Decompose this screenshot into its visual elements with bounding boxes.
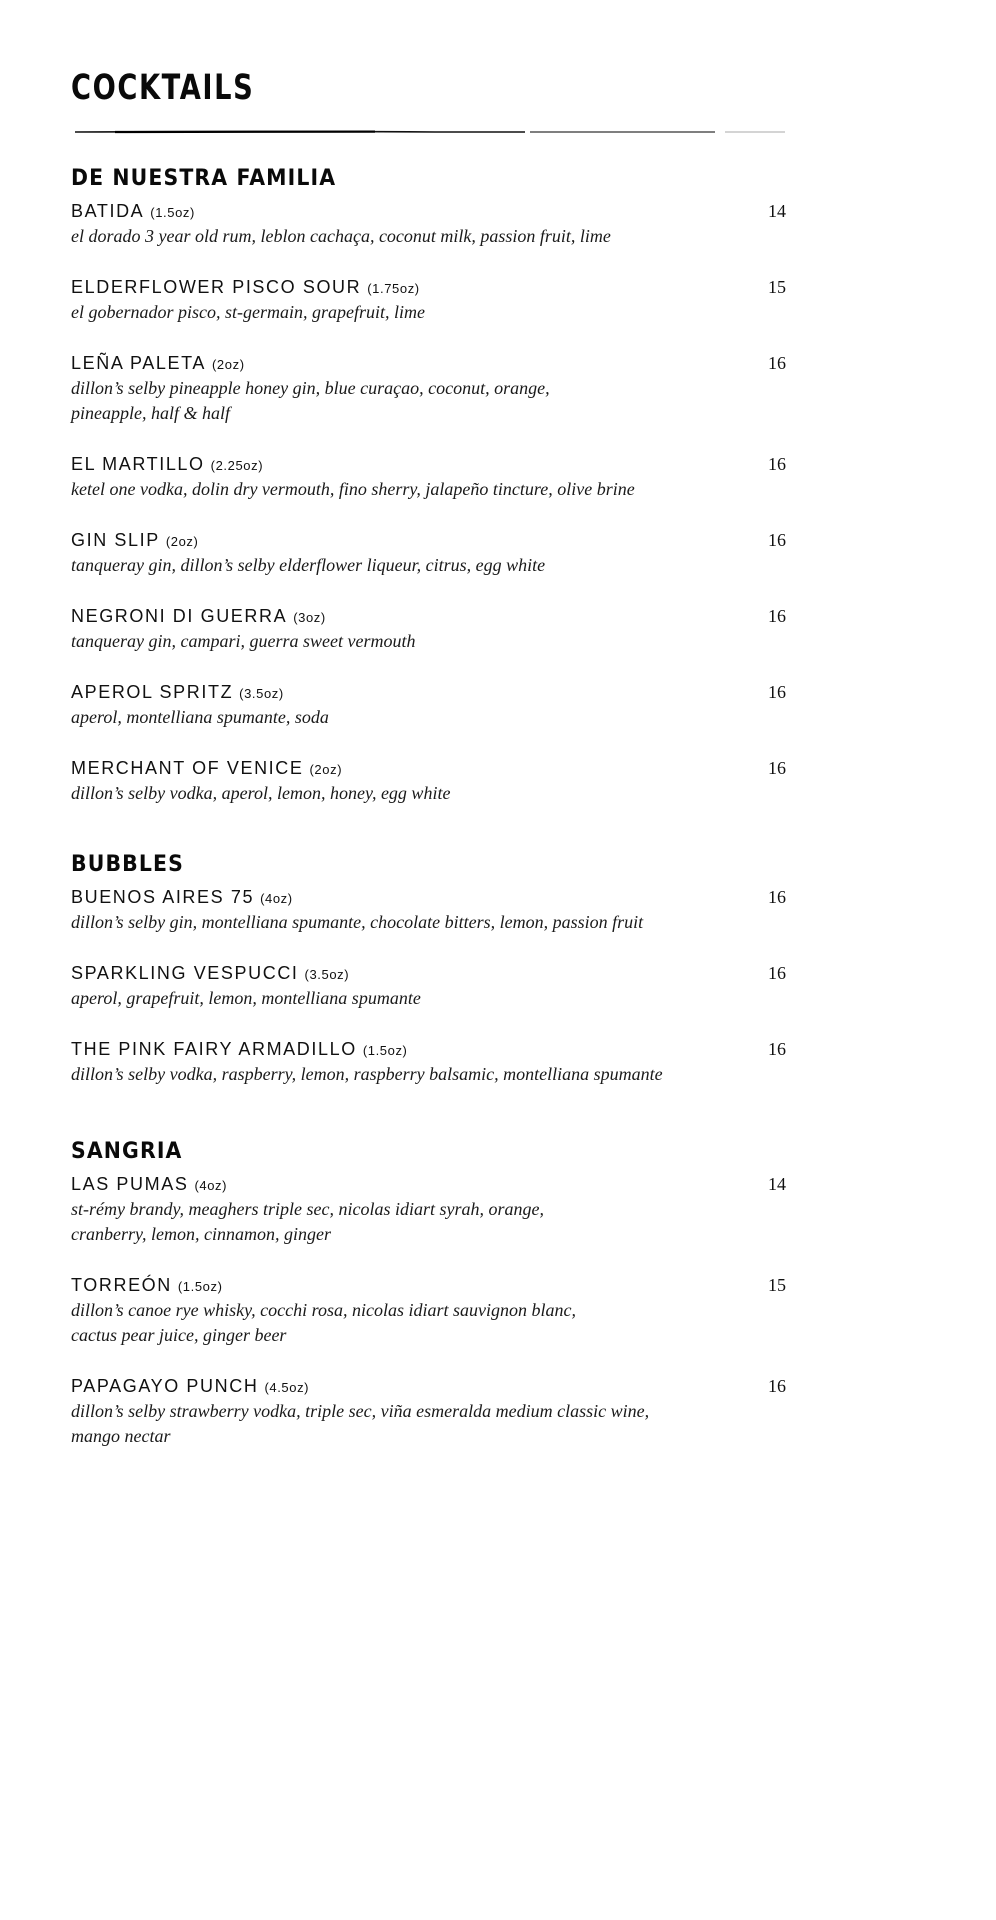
item-name: MERCHANT OF VENICE [71, 758, 304, 778]
item-name: PAPAGAYO PUNCH [71, 1376, 259, 1396]
item-name: EL MARTILLO [71, 454, 205, 474]
item-size: (4oz) [260, 891, 293, 906]
item-name: APEROL SPRITZ [71, 682, 234, 702]
menu-item [71, 884, 786, 935]
item-description [71, 986, 731, 1011]
menu-item [71, 1036, 786, 1087]
item-description [71, 1298, 731, 1348]
item-size: (3.5oz) [239, 686, 284, 701]
item-name: BUENOS AIRES 75 [71, 887, 255, 907]
item-price: 16 [768, 1376, 786, 1396]
menu-title: COCKTAILS [71, 68, 255, 108]
item-name: LEÑA PALETA [71, 353, 206, 373]
item-size: (1.5oz) [150, 205, 195, 220]
menu-item [71, 1171, 786, 1247]
item-description [71, 224, 731, 249]
item-description-line: st-rémy brandy, meaghers triple sec, nicolas idiart syrah, orange, [71, 1199, 544, 1219]
menu-item [71, 679, 786, 730]
item-size: (4.5oz) [264, 1380, 310, 1395]
item-description [71, 300, 731, 325]
item-name: BATIDA [71, 201, 145, 221]
item-description-line: ketel one vodka, dolin dry vermouth, fino sherry, jalapeño tincture, olive brine [71, 479, 635, 499]
item-description [71, 376, 731, 426]
item-price: 16 [768, 1039, 786, 1059]
item-size: (4oz) [194, 1178, 228, 1193]
section-title: SANGRIA [71, 1139, 183, 1164]
item-description [71, 553, 731, 578]
item-description-line: dillon’s selby gin, montelliana spumante, chocolate bitters, lemon, passion fruit [71, 912, 644, 932]
item-price: 14 [768, 1174, 786, 1194]
item-name: NEGRONI DI GUERRA [71, 606, 288, 626]
item-size: (3oz) [293, 610, 326, 625]
item-description [71, 477, 731, 502]
item-price: 14 [768, 201, 786, 221]
item-price: 16 [768, 682, 786, 702]
item-description [71, 1062, 731, 1087]
menu-item [71, 755, 786, 806]
item-description-line: el dorado 3 year old rum, leblon cachaça, coconut milk, passion fruit, lime [71, 226, 611, 246]
item-description-line: aperol, montelliana spumante, soda [71, 707, 329, 727]
section-title: BUBBLES [71, 852, 184, 877]
item-description-line: dillon’s selby pineapple honey gin, blue curaçao, coconut, orange, [71, 378, 550, 398]
item-size: (2oz) [165, 534, 199, 549]
item-description-line: el gobernador pisco, st-germain, grapefruit, lime [71, 302, 425, 322]
menu-item [71, 451, 786, 502]
item-name: GIN SLIP [71, 530, 160, 550]
item-size: (1.75oz) [367, 281, 420, 296]
item-price: 15 [768, 1275, 786, 1295]
item-description-line: dillon’s selby vodka, aperol, lemon, honey, egg white [71, 783, 451, 803]
item-name: SPARKLING VESPUCCI [71, 963, 299, 983]
item-price: 16 [768, 963, 786, 983]
item-name: ELDERFLOWER PISCO SOUR [71, 277, 362, 297]
menu-item [71, 1373, 786, 1449]
item-price: 15 [768, 277, 786, 297]
item-price: 16 [768, 353, 786, 373]
section-de-nuestra-familia [71, 164, 791, 831]
menu-item [71, 198, 786, 249]
item-price: 16 [768, 606, 786, 626]
item-size: (2oz) [309, 762, 343, 777]
item-description-line: dillon’s canoe rye whisky, cocchi rosa, nicolas idiart sauvignon blanc, [71, 1300, 576, 1320]
item-description-line: cactus pear juice, ginger beer [71, 1325, 287, 1345]
item-name: LAS PUMAS [71, 1174, 189, 1194]
item-price: 16 [768, 454, 786, 474]
menu-item [71, 1272, 786, 1348]
item-price: 16 [768, 758, 786, 778]
section-title: DE NUESTRA FAMILIA [71, 166, 337, 191]
menu-item [71, 603, 786, 654]
menu-item [71, 960, 786, 1011]
item-size: (2oz) [212, 357, 245, 372]
menu-item [71, 274, 786, 325]
section-sangria [71, 1137, 791, 1474]
item-description-line: mango nectar [71, 1426, 171, 1446]
item-description [71, 629, 731, 654]
item-description-line: dillon’s selby strawberry vodka, triple sec, viña esmeralda medium classic wine, [71, 1401, 650, 1421]
item-description-line: pineapple, half & half [71, 403, 230, 423]
item-size: (1.5oz) [177, 1279, 223, 1294]
item-description [71, 781, 731, 806]
section-bubbles [71, 850, 791, 1112]
item-name: TORREÓN [71, 1275, 172, 1295]
item-size: (1.5oz) [362, 1043, 408, 1058]
item-description-line: cranberry, lemon, cinnamon, ginger [71, 1224, 331, 1244]
item-description [71, 1399, 731, 1449]
item-description-line: aperol, grapefruit, lemon, montelliana spumante [71, 988, 421, 1008]
item-description-line: dillon’s selby vodka, raspberry, lemon, raspberry balsamic, montelliana spumante [71, 1064, 663, 1084]
menu-item [71, 350, 786, 426]
title-divider [75, 130, 785, 134]
item-description [71, 910, 731, 935]
item-price: 16 [768, 887, 786, 907]
item-description-line: tanqueray gin, dillon’s selby elderflower liqueur, citrus, egg white [71, 555, 546, 575]
item-size: (2.25oz) [210, 458, 264, 473]
item-size: (3.5oz) [304, 967, 350, 982]
item-description [71, 705, 731, 730]
item-description [71, 1197, 731, 1247]
item-description-line: tanqueray gin, campari, guerra sweet vermouth [71, 631, 416, 651]
item-price: 16 [768, 530, 786, 550]
menu-item [71, 527, 786, 578]
item-name: THE PINK FAIRY ARMADILLO [71, 1039, 357, 1059]
